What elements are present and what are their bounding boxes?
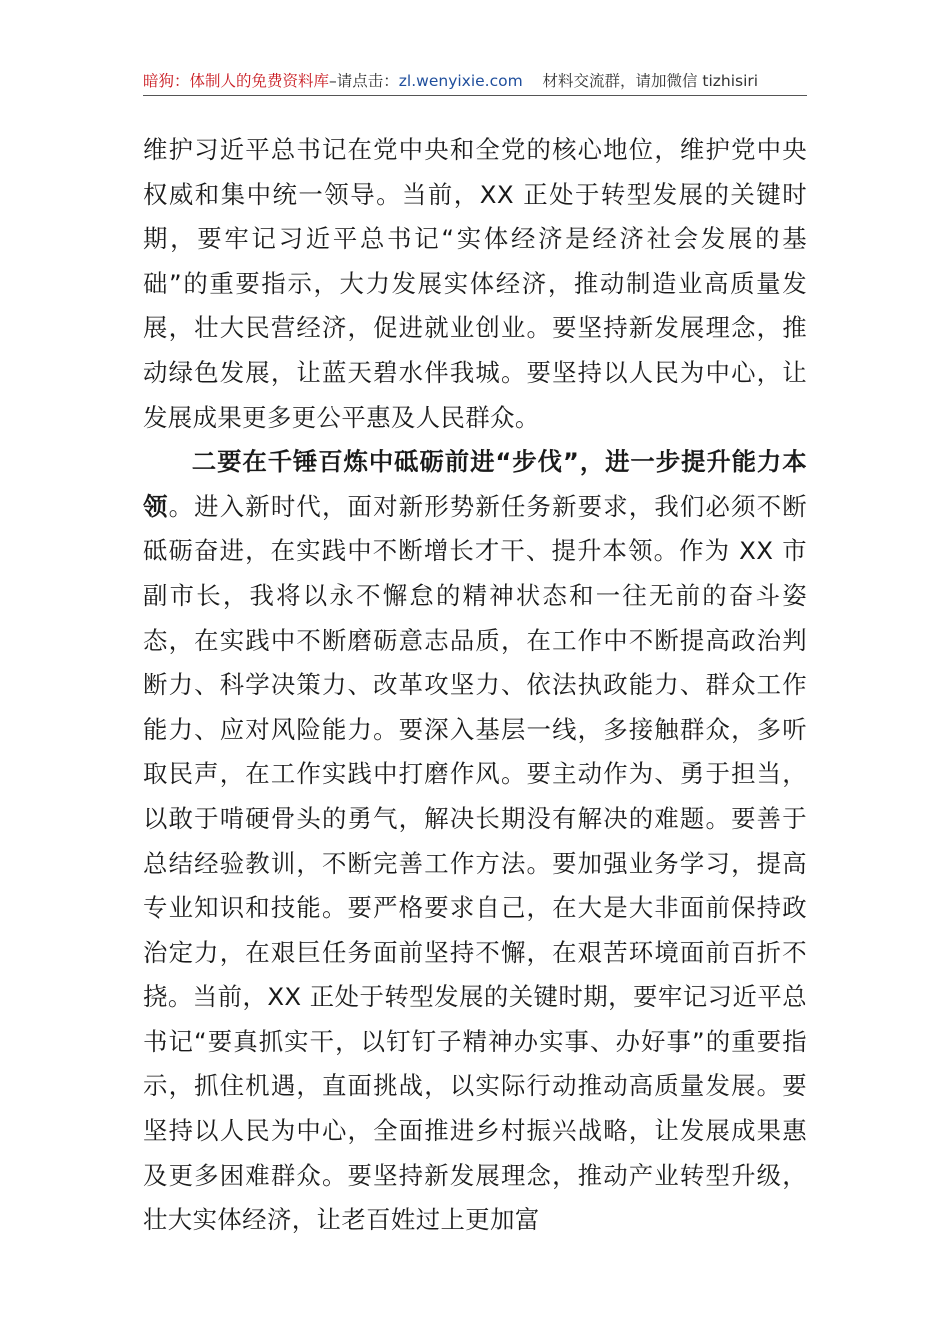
paragraph-2-text: 。进入新时代，面对新形势新任务新要求，我们必须不断砥砺奋进，在实践中不断增长才干、提升本领。作为 XX 市副市长，我将以永不懈怠的精神状态和一往无前的奋斗姿态，在实践中不断磨砺意志品质，在工作中不断提高政治判断力、科学决策力、改革攻坚力、依法执政能力、群众工作能力、应对风险能力。要深入基层一线，多接触群众，多听取民声，在工作实践中打磨作风。要主动作为、勇于担当，以敢于啃硬骨头的勇气，解决长期没有解决的难题。要善于总结经验教训，不断完善工作方法。要加强业务学习，提高专业知识和技能。要严格要求自己，在大是大非面前保持政治定力，在艰巨任务面前坚持不懈，在艰苦环境面前百折不挠。当前，XX 正处于转型发展的关键时期，要牢记习近平总书记“要真抓实干，以钉钉子精神办实事、办好事”的重要指示，抓住机遇，直面挑战，以实际行动推动高质量发展。要坚持以人民为中心，全面推进乡村振兴战略，让发展成果惠及更多困难群众。要坚持新发展理念，推动产业转型升级，壮大实体经济，让老百姓过上更加富 bbox=[143, 491, 807, 1235]
document-body bbox=[143, 128, 807, 1243]
paragraph-2 bbox=[143, 440, 807, 1243]
header-group-note-text: 材料交流群，请加微信 tizhisiri bbox=[542, 72, 759, 90]
page-header bbox=[143, 68, 807, 94]
paragraph-2-lead: 二要在千锤百炼中砥砺前进“步伐”，进一步提升能力本领 bbox=[143, 447, 807, 521]
header-divider bbox=[143, 95, 807, 96]
header-brand: 暗狗：体制人的免费资料库 bbox=[143, 72, 330, 90]
header-url-link[interactable]: zl.wenyixie.com bbox=[398, 72, 523, 90]
header-group-note bbox=[523, 72, 758, 90]
paragraph-1 bbox=[143, 128, 807, 440]
paragraph-1-text: 维护习近平总书记在党中央和全党的核心地位，维护党中央权威和集中统一领导。当前，XX 正处于转型发展的关键时期，要牢记习近平总书记“实体经济是经济社会发展的基础”的重要指示，大力发展实体经济，推动制造业高质量发展，壮大民营经济，促进就业创业。要坚持新发展理念，推动绿色发展，让蓝天碧水伴我城。要坚持以人民为中心，让发展成果更多更公平惠及人民群众。 bbox=[143, 135, 807, 432]
header-click-prefix: –请点击： bbox=[329, 72, 399, 90]
